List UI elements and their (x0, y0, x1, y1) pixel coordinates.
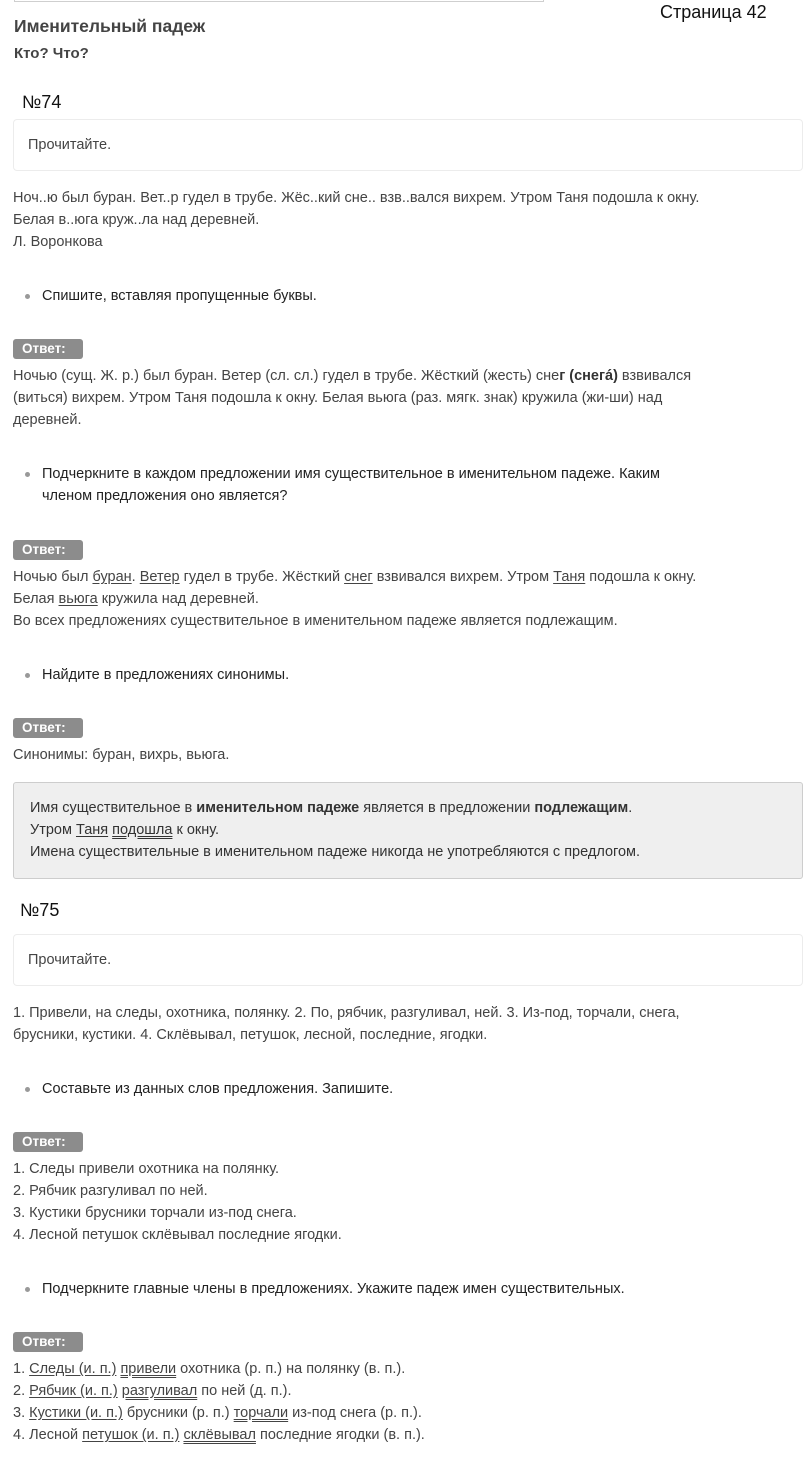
exercise-75-text: 1. Привели, на следы, охотника, полянку. 2. По, рябчик, разгуливал, ней. 3. Из-под, торчали, снега, брусники, кустики. 4. Склёвывал, петушок, лесной, последние, ягодки. (13, 1005, 680, 1043)
bullet-icon (25, 294, 30, 299)
question-item: Подчеркните в каждом предложении имя существительное в именительном падеже. Каким членом предложения оно является? (25, 463, 795, 507)
exercise-75-task-box (13, 934, 803, 986)
exercise-74-task-box (13, 119, 803, 171)
bullet-icon (25, 673, 30, 678)
text-line: Ноч..ю был буран. Вет..р гудел в трубе. Жёс..кий сне.. взв..вался вихрем. Утром Таня подошла к окну. (13, 190, 700, 206)
answer-badge: Ответ: (13, 1332, 83, 1352)
rule-box: Имя существительное в именительном падеже является в предложении подлежащим. Утром Таня подошла к окну. Имена существительные в именительном падеже никогда не употребляются с предлогом. (13, 782, 803, 879)
answer-text: 1. Следы (и. п.) привели охотника (р. п.) на полянку (в. п.). 2. Рябчик (и. п.) разгуливал по ней (д. п.). 3. Кустики (и. п.) брусники (р. п.) торчали из-под снега (р. п.). 4. Лесной петушок (и. п.) склёвывал последние ягодки (в. п.). (13, 1361, 425, 1443)
question-item: Спишите, вставляя пропущенные буквы. (25, 285, 795, 307)
text-line: Белая в..юга круж..ла над деревней. (13, 212, 260, 228)
exercise-74-text (13, 187, 803, 253)
answer-badge: Ответ: (13, 1132, 83, 1152)
answer-text: 1. Следы привели охотника на полянку. 2. Рябчик разгуливал по ней. 3. Кустики брусники торчали из-под снега. 4. Лесной петушок склёвывал последние ягодки. (13, 1161, 342, 1243)
answer-badge: Ответ: (13, 339, 83, 359)
task-label: Прочитайте. (28, 137, 112, 153)
text-author: Л. Воронкова (13, 234, 103, 250)
task-label: Прочитайте. (28, 952, 112, 968)
answer-text: Синонимы: буран, вихрь, вьюга. (13, 747, 230, 763)
question-item: Найдите в предложениях синонимы. (25, 664, 795, 686)
page-title: Именительный падеж (14, 16, 206, 36)
answer-badge: Ответ: (13, 718, 83, 738)
top-border (14, 0, 544, 2)
question-item: Составьте из данных слов предложения. Запишите. (25, 1078, 795, 1100)
bullet-icon (25, 1287, 30, 1292)
answer-text: Ночью (сущ. Ж. р.) был буран. Ветер (сл. сл.) гудел в трубе. Жёсткий (жесть) снег (снегá) взвивался (виться) вихрем. Утром Таня подошла к окну. Белая вьюга (раз. мягк. знак) кружила (жи-ши) над деревней. (13, 368, 692, 428)
page-number: Страница 42 (660, 2, 767, 22)
question-item: Подчеркните главные члены в предложениях. Укажите падеж имен существительных. (25, 1278, 795, 1300)
bullet-icon (25, 472, 30, 477)
answer-text: Ночью был буран. Ветер гудел в трубе. Жёсткий снег взвивался вихрем. Утром Таня подошла к окну. Белая вьюга кружила над деревней. Во всех предложениях существительное в именительном падеже является подлежащим. (13, 569, 697, 629)
answer-badge: Ответ: (13, 540, 83, 560)
bullet-icon (25, 1087, 30, 1092)
exercise-75-number: №75 (20, 900, 60, 920)
exercise-74-number: №74 (22, 92, 62, 112)
page-subtitle: Кто? Что? (14, 45, 89, 62)
